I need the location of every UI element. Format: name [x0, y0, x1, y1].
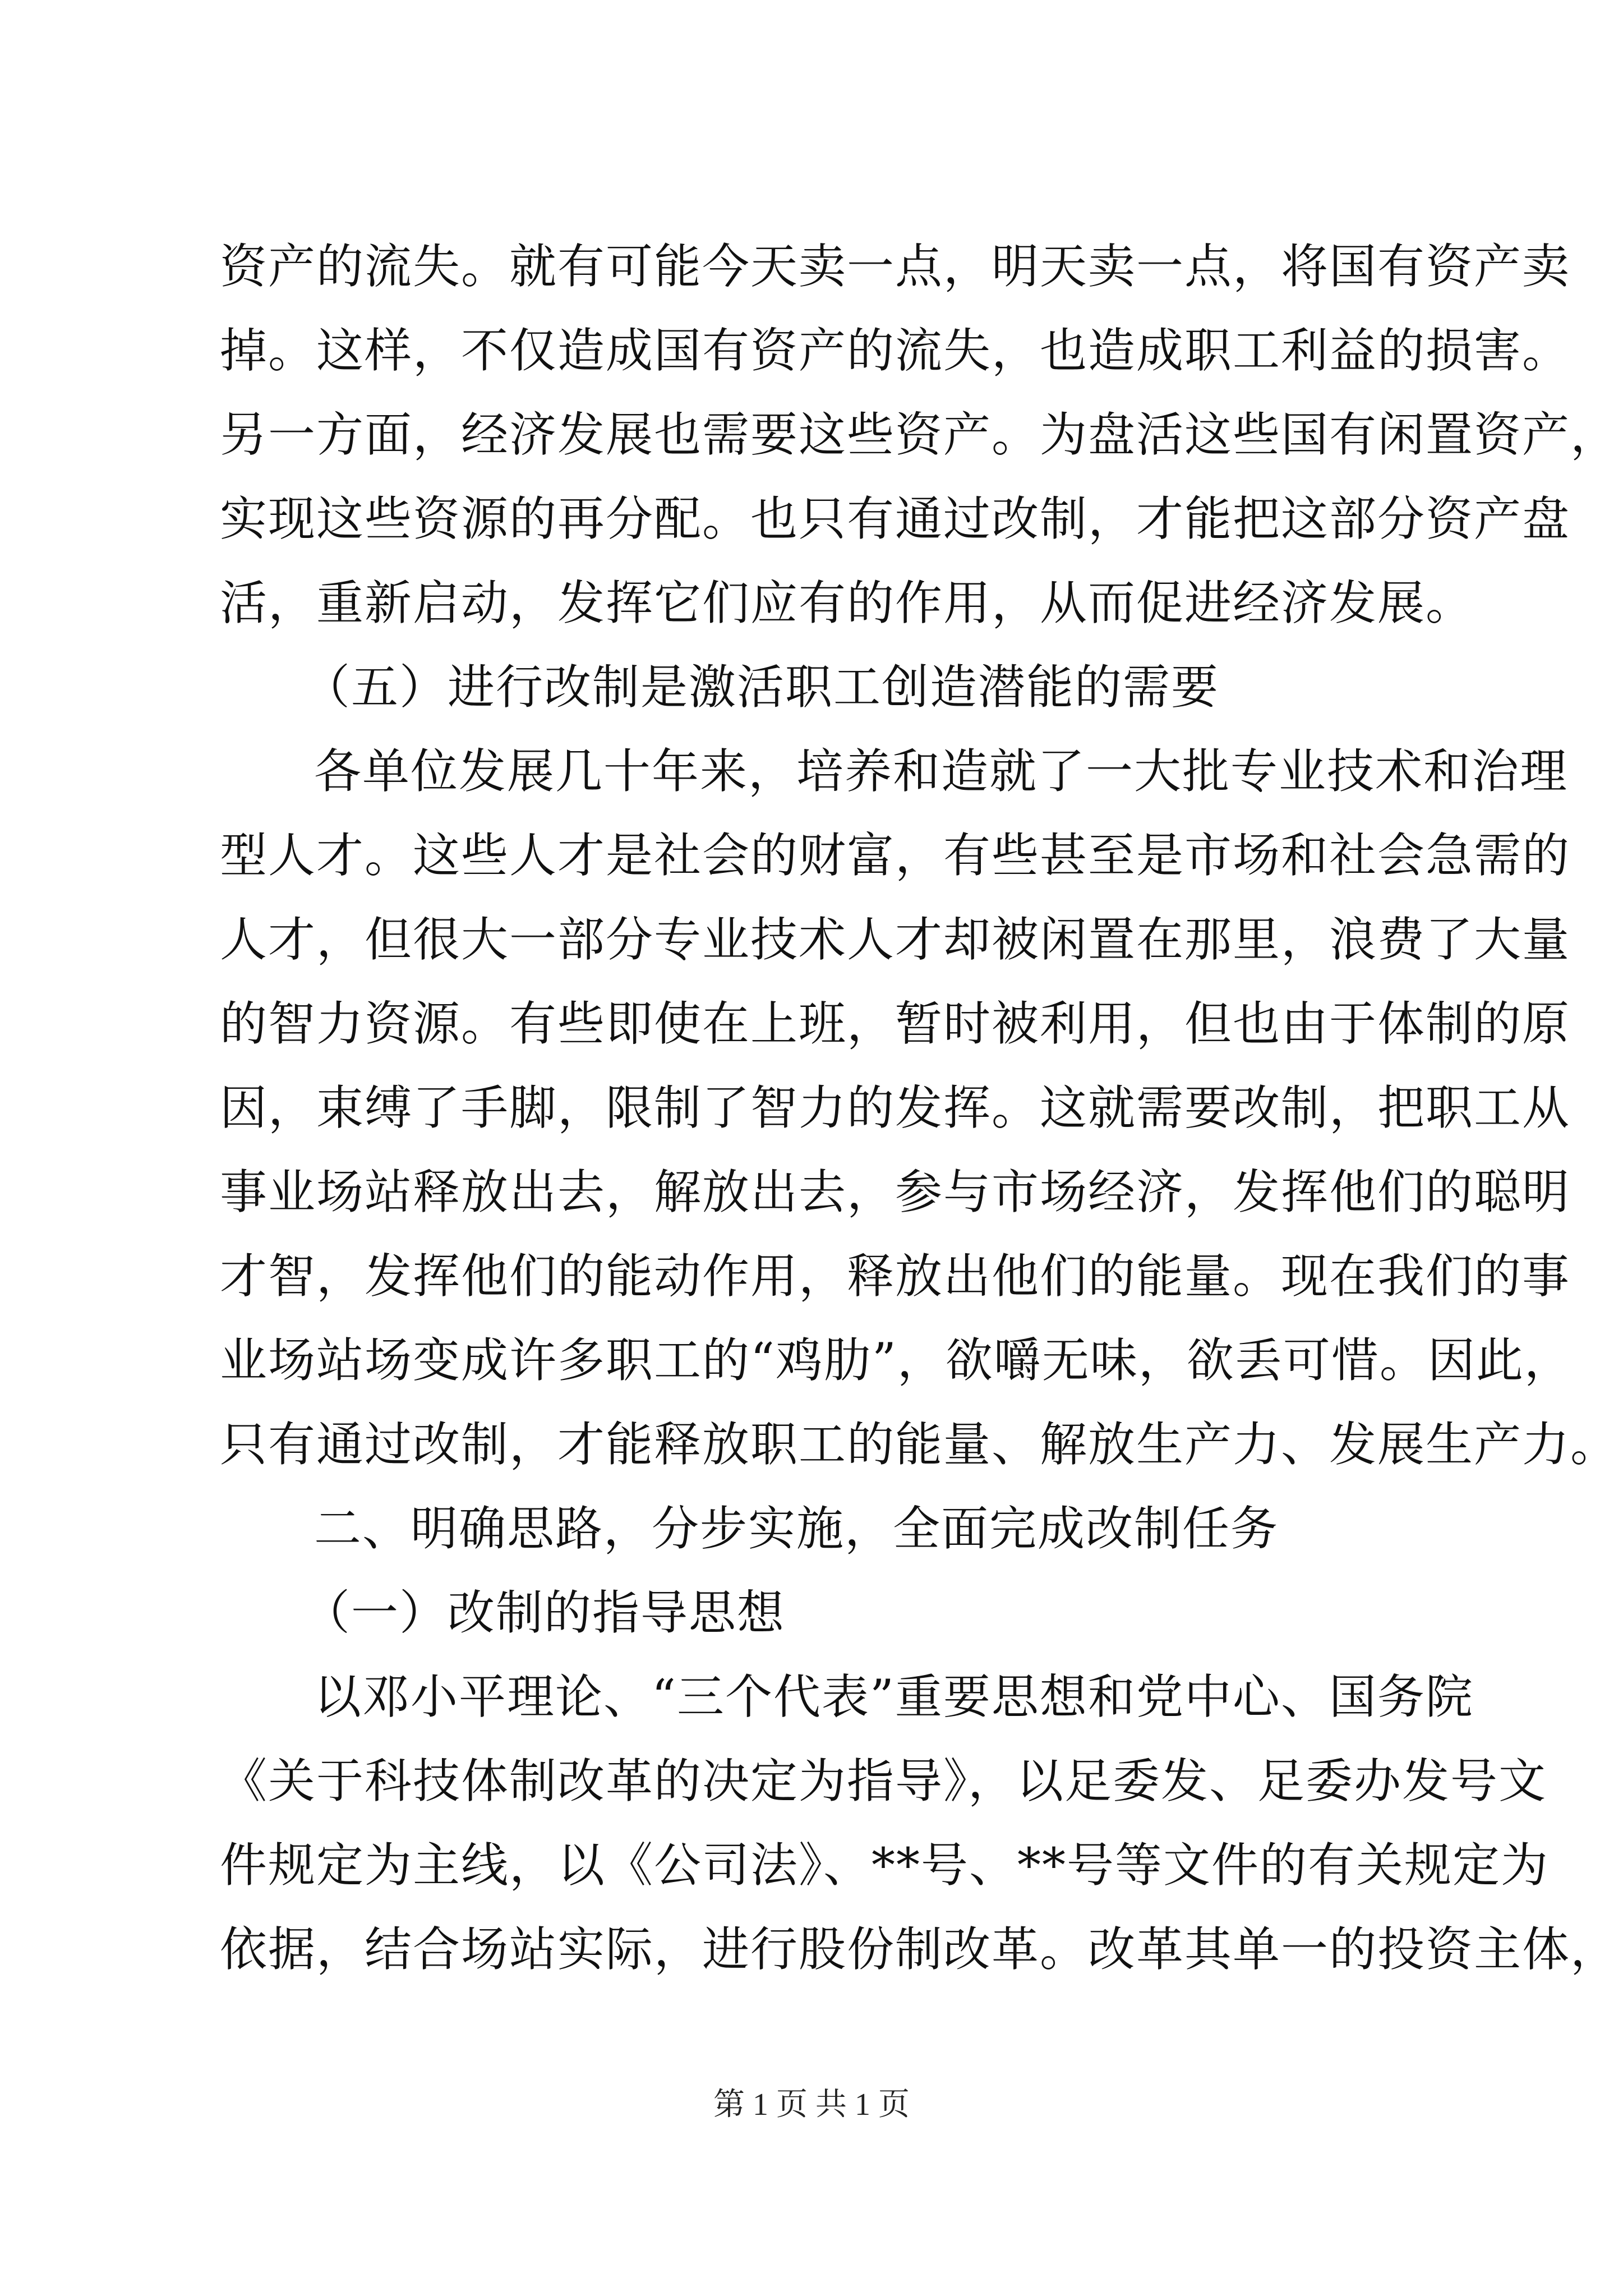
body-line: 实现这些资源的再分配。也只有通过改制，才能把这部分资产盘 [220, 491, 1571, 546]
body-line: 活，重新启动，发挥它们应有的作用，从而促进经济发展。 [220, 576, 1474, 631]
body-line: 型人才。这些人才是社会的财富，有些甚至是市场和社会急需的 [220, 828, 1571, 883]
body-line: 因，束缚了手脚，限制了智力的发挥。这就需要改制，把职工从 [220, 1080, 1571, 1135]
section-heading: 二、明确思路，分步实施，全面完成改制任务 [314, 1501, 1279, 1556]
section-heading: （五）进行改制是激活职工创造潜能的需要 [303, 660, 1220, 715]
body-line: 各单位发展几十年来，培养和造就了一大批专业技术和治理 [314, 744, 1569, 799]
body-line: 件规定为主线，以《公司法》、**号、**号等文件的有关规定为 [220, 1838, 1550, 1893]
body-line: 《关于科技体制改革的决定为指导》，以足委发、足委办发号文 [220, 1754, 1547, 1809]
page-footer: 第 1 页 共 1 页 [713, 2087, 910, 2122]
body-line: 另一方面，经济发展也需要这些资产。为盘活这些国有闲置资产， [220, 407, 1619, 462]
body-line: 以邓小平理论、“三个代表”重要思想和党中心、国务院 [314, 1669, 1474, 1724]
body-line: 依据，结合场站实际，进行股份制改革。改革其单一的投资主体， [220, 1922, 1619, 1977]
body-line: 只有通过改制，才能释放职工的能量、解放生产力、发展生产力。 [220, 1417, 1619, 1472]
body-line: 掉。这样，不仅造成国有资产的流失，也造成职工利益的损害。 [220, 323, 1571, 378]
subsection-heading: （一）改制的指导思想 [303, 1585, 786, 1640]
body-line: 业场站场变成许多职工的“鸡肋”，欲嚼无味，欲丢可惜。因此， [220, 1333, 1573, 1388]
body-line: 才智，发挥他们的能动作用，释放出他们的能量。现在我们的事 [220, 1249, 1571, 1304]
body-line: 资产的流失。就有可能今天卖一点，明天卖一点，将国有资产卖 [220, 239, 1571, 294]
body-line: 事业场站释放出去，解放出去，参与市场经济，发挥他们的聪明 [220, 1165, 1571, 1220]
body-line: 的智力资源。有些即使在上班，暂时被利用，但也由于体制的原 [220, 996, 1571, 1051]
body-line: 人才，但很大一部分专业技术人才却被闲置在那里，浪费了大量 [220, 912, 1571, 967]
